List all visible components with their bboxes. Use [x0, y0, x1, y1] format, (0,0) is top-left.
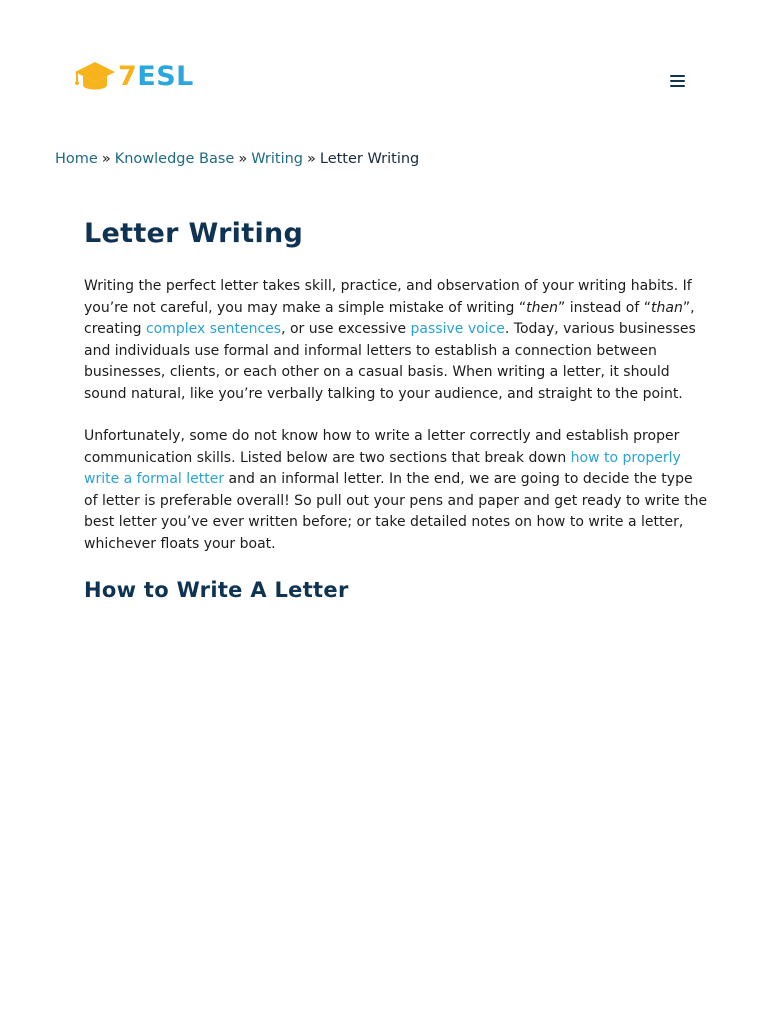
- breadcrumb-separator: »: [238, 151, 248, 167]
- link-complex-sentences[interactable]: complex sentences: [145, 321, 282, 337]
- text-run: ” instead of “: [558, 299, 651, 316]
- intro-paragraph: [84, 276, 710, 405]
- breadcrumb-home[interactable]: Home: [55, 151, 98, 167]
- breadcrumb-separator: »: [101, 151, 111, 167]
- logo-esl: ESL: [137, 61, 194, 92]
- text-run: and an informal letter. In the end, we are going to decide the type of letter is preferable overall! So pull out your pens and paper and get ready to write the best letter you’ve ever written before; or take detailed notes on how to write a letter, whichever floats your boat.: [84, 471, 708, 552]
- link-passive-voice[interactable]: passive voice: [410, 321, 505, 337]
- breadcrumb-current: Letter Writing: [319, 151, 420, 167]
- text-run: ”, creating: [84, 299, 695, 337]
- breadcrumb-knowledge-base[interactable]: Knowledge Base: [114, 151, 235, 167]
- link-formal-letter[interactable]: how to properly write a formal letter: [84, 449, 681, 487]
- menu-button[interactable]: [666, 71, 690, 91]
- logo-wordmark: [118, 60, 194, 94]
- site-logo[interactable]: [74, 60, 194, 94]
- article-content: [84, 214, 710, 605]
- text-run: . Today, various businesses and individuals use formal and informal letters to establish a connection between businesses, clients, or each other on a casual basis. When writing a letter, it should sound natural, like you’re verbally talking to your audience, and straight to the point.: [84, 321, 696, 402]
- site-header: [0, 0, 768, 120]
- breadcrumb-separator: »: [307, 151, 316, 167]
- section-heading: How to Write A Letter: [84, 578, 349, 602]
- breadcrumb: [55, 149, 419, 169]
- logo-seven: 7: [118, 61, 138, 92]
- emphasis-then: then: [526, 299, 559, 316]
- graduation-cap-icon: [74, 60, 116, 94]
- hamburger-menu-icon: [666, 71, 690, 91]
- text-run: , or use excessive: [281, 321, 411, 337]
- text-run: Writing the perfect letter takes skill, practice, and observation of your writing habits. If you’re not careful, you may make a simple mistake of writing “: [84, 278, 692, 316]
- page-title: Letter Writing: [84, 218, 304, 249]
- second-paragraph: [84, 426, 710, 555]
- text-run: Unfortunately, some do not know how to write a letter correctly and establish proper communication skills. Listed below are two sections that break down: [84, 428, 680, 466]
- breadcrumb-writing[interactable]: Writing: [251, 151, 303, 167]
- emphasis-than: than: [651, 299, 683, 316]
